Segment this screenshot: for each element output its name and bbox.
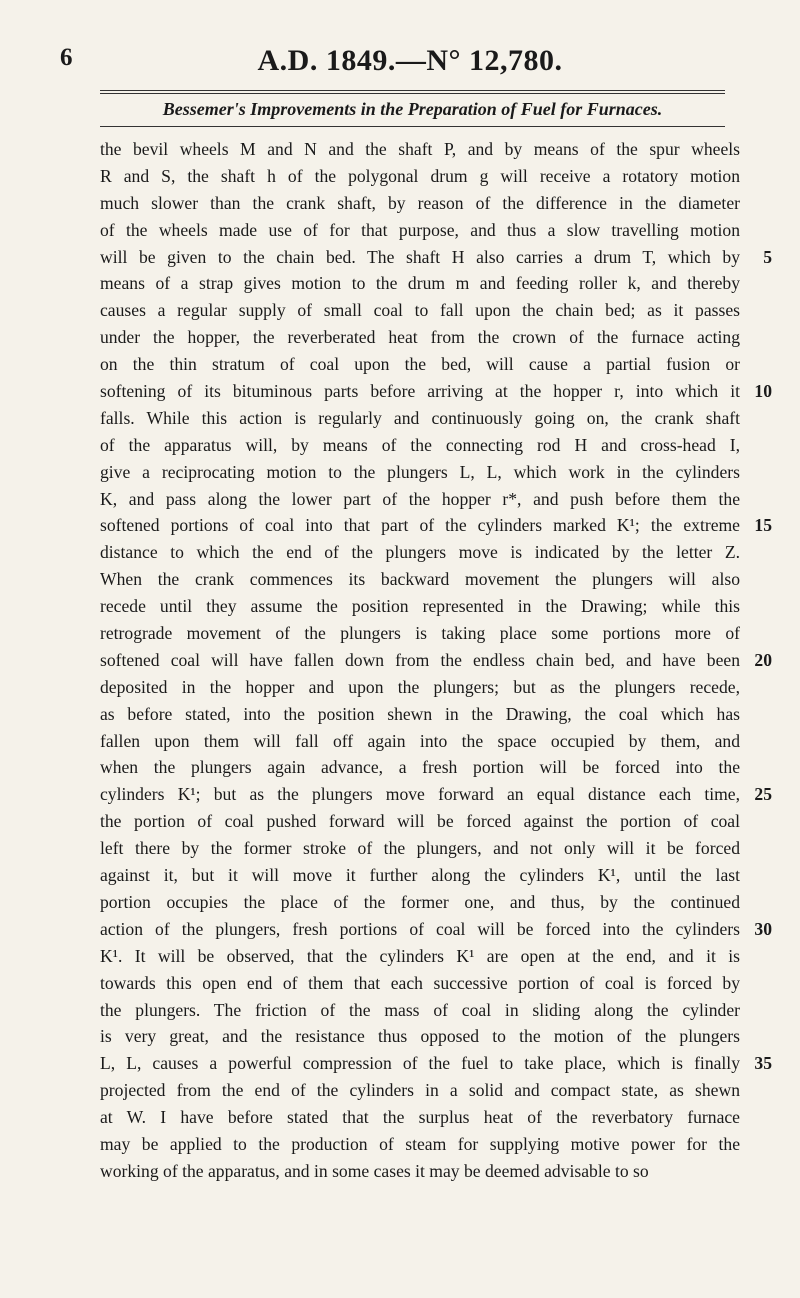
page-title: A.D. 1849.—N° 12,780. xyxy=(257,44,563,77)
text-line xyxy=(100,566,740,593)
text-line-content: as before stated, into the position shewn in the Drawing, the coal which has xyxy=(100,703,740,724)
text-line-content: may be applied to the production of steam for supplying motive power for the xyxy=(100,1133,740,1154)
text-line xyxy=(100,459,740,486)
text-line-content: deposited in the hopper and upon the plungers; but as the plungers recede, xyxy=(100,676,740,697)
text-line-content: L, L, causes a powerful compression of the fuel to take place, which is finally xyxy=(100,1053,740,1074)
text-line-content: towards this open end of them that each successive portion of coal is forced by xyxy=(100,972,740,993)
text-line xyxy=(100,351,740,378)
running-title-rule xyxy=(100,126,725,127)
text-line-content: softened coal will have fallen down from the endless chain bed, and have been xyxy=(100,649,740,670)
text-line-content: when the plungers again advance, a fresh portion will be forced into the xyxy=(100,757,740,778)
line-number: 25 xyxy=(754,784,772,805)
running-title: Bessemer's Improvements in the Preparation of Fuel for Furnaces. xyxy=(162,99,663,119)
text-line xyxy=(100,1104,740,1131)
text-line-content: the plungers. The friction of the mass of coal in sliding along the cylinder xyxy=(100,999,740,1020)
text-line xyxy=(100,1077,740,1104)
text-line xyxy=(100,781,772,808)
header-rule-double xyxy=(100,93,725,94)
text-line-content: R and S, the shaft h of the polygonal drum g will receive a rotatory motion xyxy=(100,165,740,186)
text-line-content: fallen upon them will fall off again into the space occupied by them, and xyxy=(100,730,740,751)
page-number: 6 xyxy=(60,44,73,71)
text-line-content: falls. While this action is regularly and continuously going on, the crank shaft xyxy=(100,407,740,428)
text-line xyxy=(100,835,740,862)
text-line-content: action of the plungers, fresh portions of coal will be forced into the cylinders xyxy=(100,918,740,939)
text-line xyxy=(100,1023,740,1050)
text-line xyxy=(100,889,740,916)
text-line xyxy=(100,701,740,728)
text-line-content: the portion of coal pushed forward will be forced against the portion of coal xyxy=(100,811,740,832)
text-line-content: on the thin stratum of coal upon the bed, will cause a partial fusion or xyxy=(100,354,740,375)
text-line-content: at W. I have before stated that the surplus heat of the reverbatory furnace xyxy=(100,1107,740,1128)
text-line xyxy=(100,163,740,190)
line-number: 30 xyxy=(754,918,772,939)
text-line-content: of the apparatus will, by means of the connecting rod H and cross-head I, xyxy=(100,434,740,455)
text-line xyxy=(100,1131,740,1158)
text-line-content: working of the apparatus, and in some cases it may be deemed advisable to so xyxy=(100,1160,649,1181)
text-line xyxy=(100,486,740,513)
text-line xyxy=(100,808,740,835)
text-line xyxy=(100,728,740,755)
text-line-content: causes a regular supply of small coal to fall upon the chain bed; as it passes xyxy=(100,300,740,321)
text-line xyxy=(100,512,772,539)
line-number: 35 xyxy=(754,1053,772,1074)
text-line xyxy=(100,997,740,1024)
text-line-content: softened portions of coal into that part of the cylinders marked K¹; the extreme xyxy=(100,515,740,536)
text-line xyxy=(100,970,740,997)
text-line-content: much slower than the crank shaft, by reason of the difference in the diameter xyxy=(100,192,740,213)
text-line xyxy=(100,432,740,459)
text-line-content: the bevil wheels M and N and the shaft P, and by means of the spur wheels xyxy=(100,139,740,159)
text-line-content: cylinders K¹; but as the plungers move forward an equal distance each time, xyxy=(100,784,740,805)
text-line-content: under the hopper, the reverberated heat from the crown of the furnace acting xyxy=(100,327,740,348)
text-line xyxy=(100,674,740,701)
text-line-content: K, and pass along the lower part of the hopper r*, and push before them the xyxy=(100,488,740,509)
text-line xyxy=(100,297,740,324)
text-line xyxy=(100,136,740,163)
page-header xyxy=(60,44,760,94)
text-line-content: distance to which the end of the plungers move is indicated by the letter Z. xyxy=(100,542,740,563)
text-line-content: When the crank commences its backward movement the plungers will also xyxy=(100,569,740,590)
text-line xyxy=(100,217,740,244)
line-number: 10 xyxy=(754,381,772,402)
text-line xyxy=(100,754,740,781)
text-line-content: left there by the former stroke of the plungers, and not only will it be forced xyxy=(100,838,740,859)
text-line xyxy=(100,593,740,620)
header-rule-top xyxy=(100,90,725,91)
body-text xyxy=(100,136,772,1185)
text-line xyxy=(100,620,740,647)
text-line xyxy=(100,244,772,271)
text-line xyxy=(100,943,740,970)
text-line-content: softening of its bituminous parts before arriving at the hopper r, into which it xyxy=(100,381,740,402)
text-line xyxy=(100,916,772,943)
text-line-content: is very great, and the resistance thus opposed to the motion of the plungers xyxy=(100,1026,740,1047)
text-line-content: will be given to the chain bed. The shaft H also carries a drum T, which by xyxy=(100,246,740,267)
line-number: 5 xyxy=(763,246,772,267)
text-line xyxy=(100,1158,740,1185)
line-number: 20 xyxy=(754,649,772,670)
text-line xyxy=(100,647,772,674)
text-line-content: portion occupies the place of the former one, and thus, by the continued xyxy=(100,891,740,912)
text-line-content: means of a strap gives motion to the drum m and feeding roller k, and thereby xyxy=(100,273,740,294)
text-line-content: retrograde movement of the plungers is taking place some portions more of xyxy=(100,623,740,644)
text-line xyxy=(100,270,740,297)
text-line-content: give a reciprocating motion to the plungers L, L, which work in the cylinders xyxy=(100,461,740,482)
text-line xyxy=(100,405,740,432)
text-line xyxy=(100,1050,772,1077)
text-line xyxy=(100,324,740,351)
text-line-content: recede until they assume the position represented in the Drawing; while this xyxy=(100,596,740,617)
text-line xyxy=(100,190,740,217)
text-line xyxy=(100,378,772,405)
text-line xyxy=(100,862,740,889)
text-line-content: projected from the end of the cylinders in a solid and compact state, as shewn xyxy=(100,1080,740,1101)
text-line xyxy=(100,539,740,566)
text-line-content: against it, but it will move it further along the cylinders K¹, until the last xyxy=(100,865,740,886)
text-line-content: of the wheels made use of for that purpose, and thus a slow travelling motion xyxy=(100,219,740,240)
line-number: 15 xyxy=(754,515,772,536)
text-line-content: K¹. It will be observed, that the cylinders K¹ are open at the end, and it is xyxy=(100,945,740,966)
